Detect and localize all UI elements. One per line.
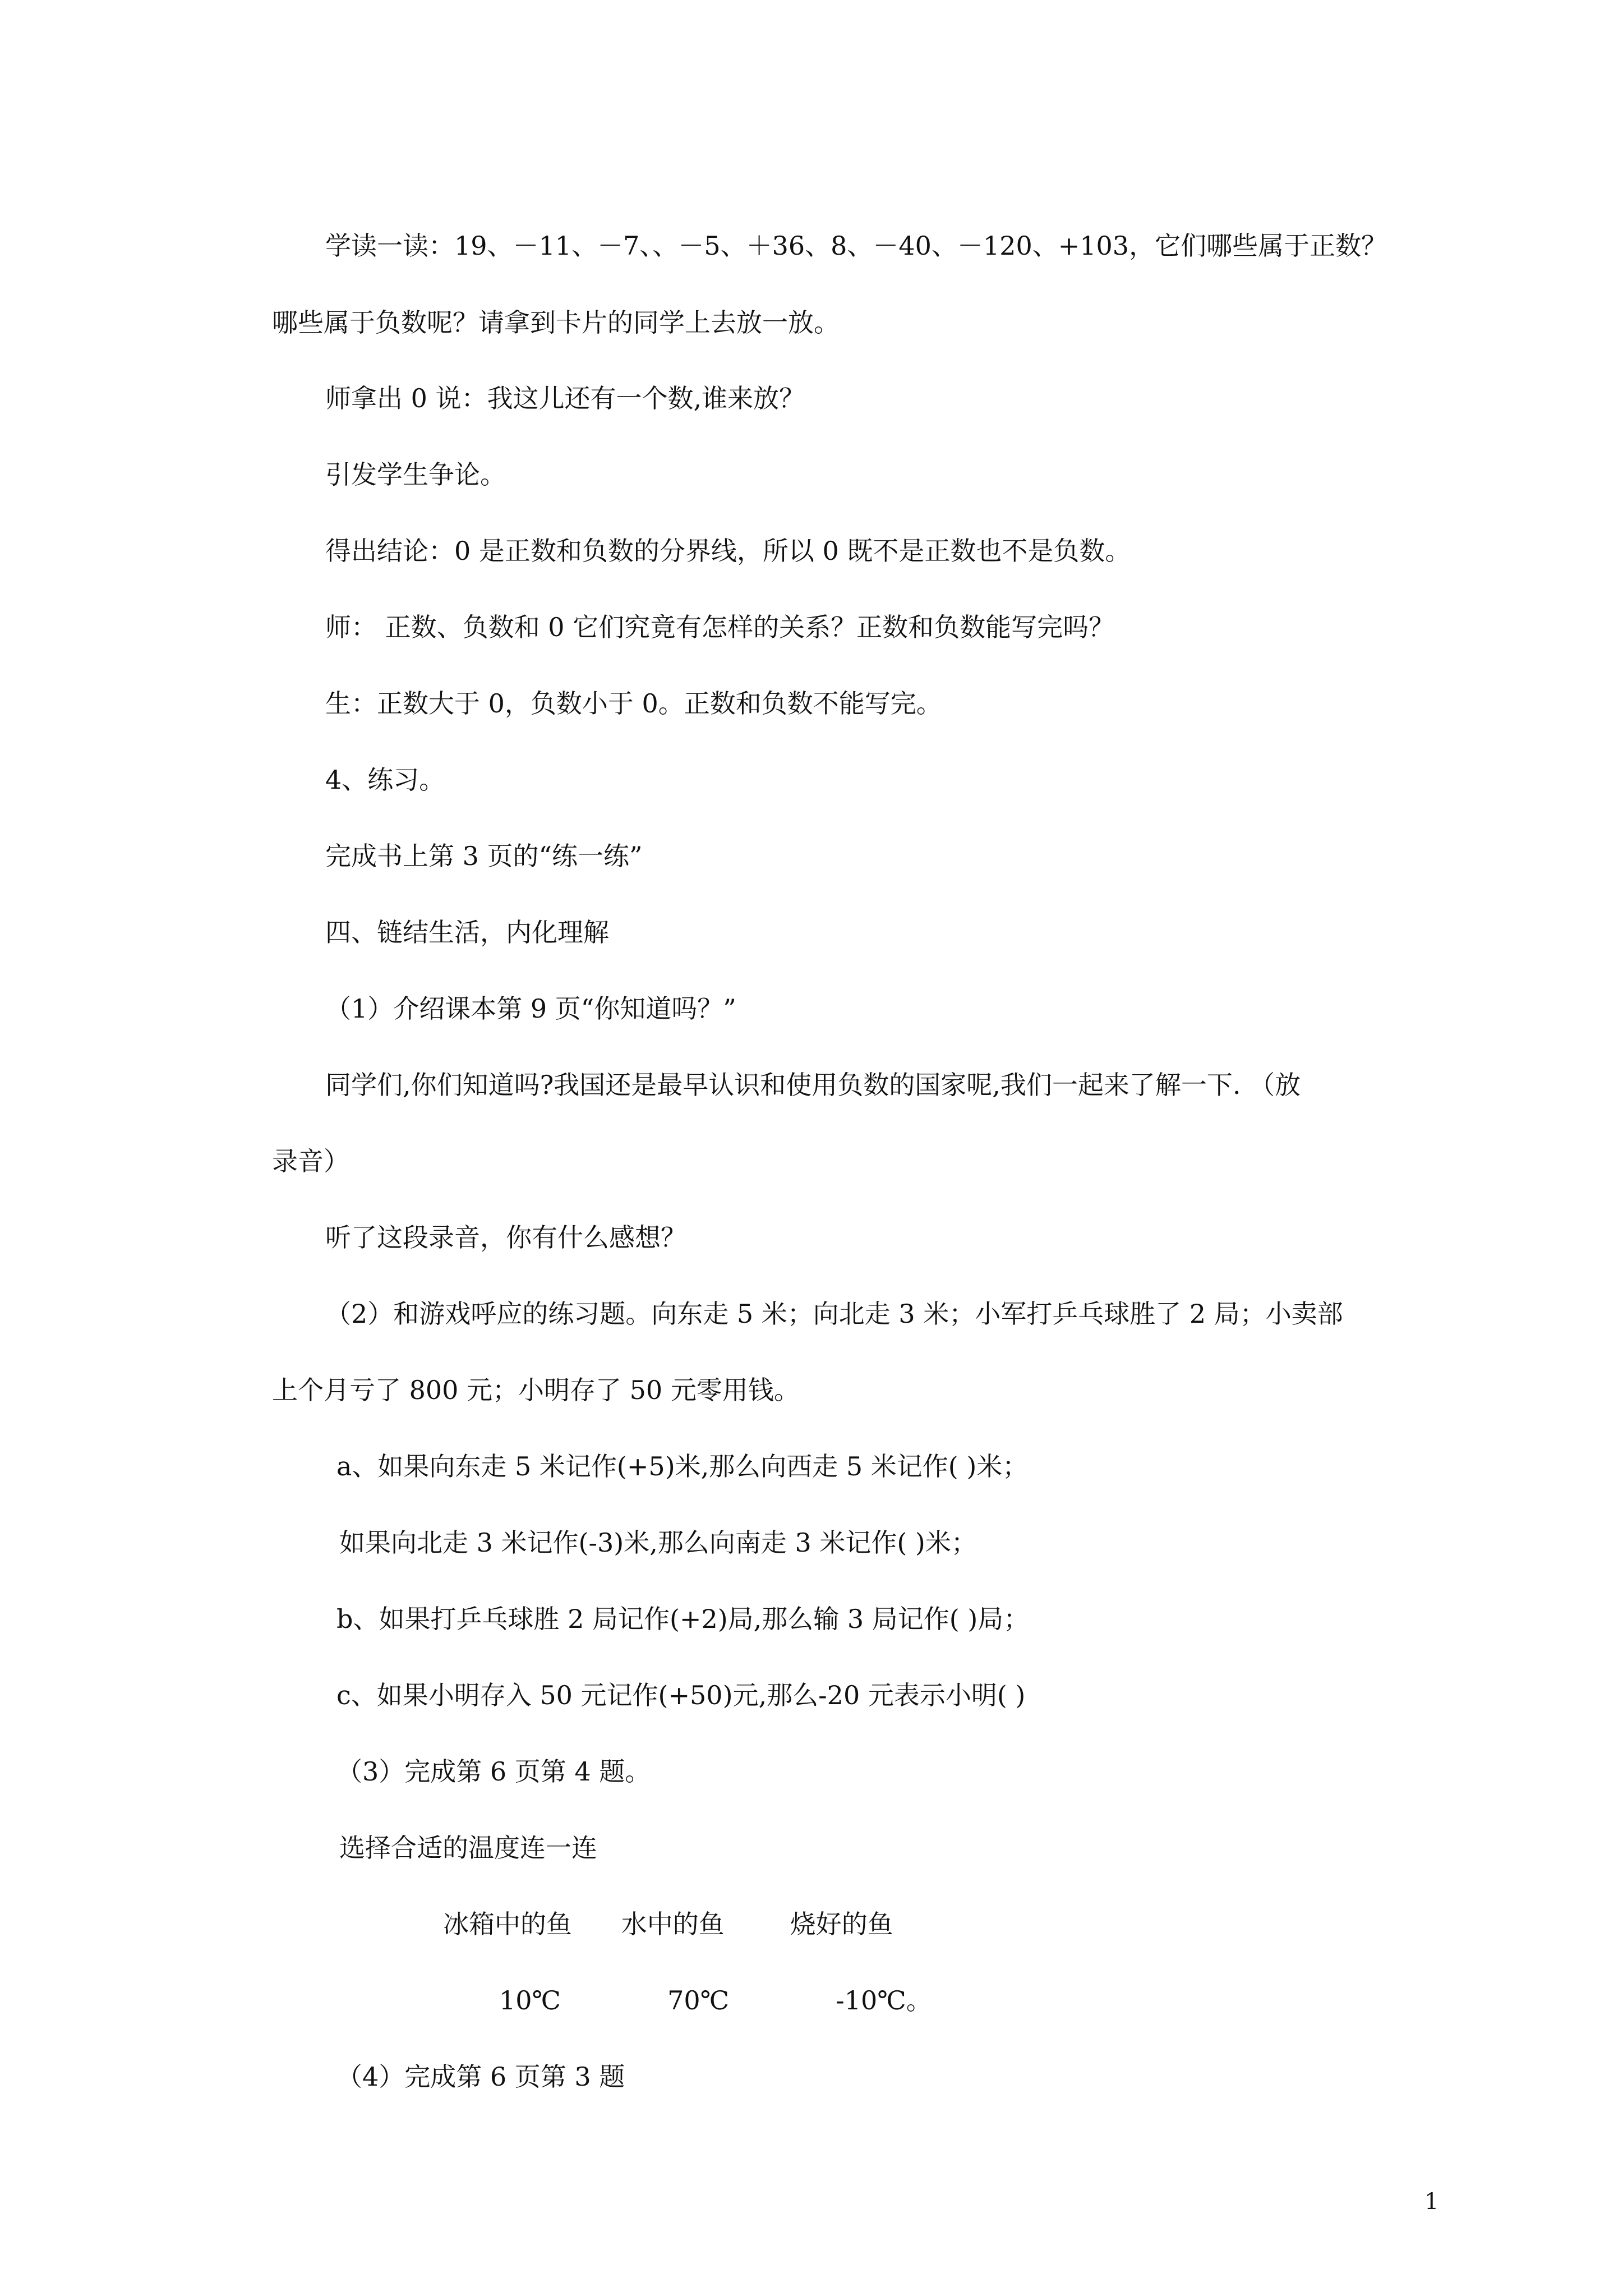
text-line-2: 哪些属于负数呢？请拿到卡片的同学上去放一放。	[272, 307, 840, 338]
text-line-13: 录音）	[272, 1146, 349, 1176]
text-line-7: 生：正数大于 0，负数小于 0。正数和负数不能写完。	[325, 688, 942, 719]
text-line-18: 如果向北走 3 米记作(-3)米,那么向南走 3 米记作( )米；	[339, 1527, 977, 1558]
text-line-14: 听了这段录音，你有什么感想？	[325, 1222, 686, 1253]
text-line-21: （3）完成第 6 页第 4 题。	[336, 1756, 651, 1787]
text-line-6: 师： 正数、负数和 0 它们究竟有怎样的关系？正数和负数能写完吗？	[325, 612, 1115, 642]
text-line-15: （2）和游戏呼应的练习题。向东走 5 米；向北走 3 米；小军打乒乓球胜了 2 局；小卖部	[325, 1299, 1343, 1329]
page-number: 1	[1424, 2189, 1439, 2215]
text-line-25: （4）完成第 6 页第 3 题	[336, 2062, 625, 2092]
text-line-16: 上个月亏了 800 元；小明存了 50 元零用钱。	[272, 1375, 800, 1405]
text-line-8: 4、练习。	[325, 765, 445, 795]
text-line-3: 师拿出 0 说：我这儿还有一个数,谁来放？	[325, 383, 805, 413]
text-line-4: 引发学生争论。	[325, 459, 506, 490]
text-line-20: c、如果小明存入 50 元记作(+50)元,那么-20 元表示小明( )	[336, 1680, 1026, 1710]
text-line-5: 得出结论：0 是正数和负数的分界线，所以 0 既不是正数也不是负数。	[325, 536, 1131, 566]
text-line-24: 10℃ 70℃ -10℃。	[499, 1985, 932, 2016]
text-line-12: 同学们,你们知道吗?我国还是最早认识和使用负数的国家呢,我们一起来了解一下. （放	[325, 1070, 1301, 1100]
text-line-17: a、如果向东走 5 米记作(+5)米,那么向西走 5 米记作( )米；	[336, 1451, 1029, 1481]
text-line-22: 选择合适的温度连一连	[339, 1833, 597, 1863]
text-line-1: 学读一读：19、－11、－7、、－5、＋36、8、－40、－120、+103，它们哪些属于正数？	[325, 231, 1387, 261]
text-line-10: 四、链结生活，内化理解	[325, 917, 609, 947]
text-line-23: 冰箱中的鱼 水中的鱼 烧好的鱼	[443, 1909, 893, 1939]
text-line-9: 完成书上第 3 页的“练一练”	[325, 841, 643, 871]
text-line-19: b、如果打乒乓球胜 2 局记作(+2)局,那么输 3 局记作( )局；	[336, 1604, 1030, 1634]
text-line-11: （1）介绍课本第 9 页“你知道吗？”	[325, 993, 736, 1024]
